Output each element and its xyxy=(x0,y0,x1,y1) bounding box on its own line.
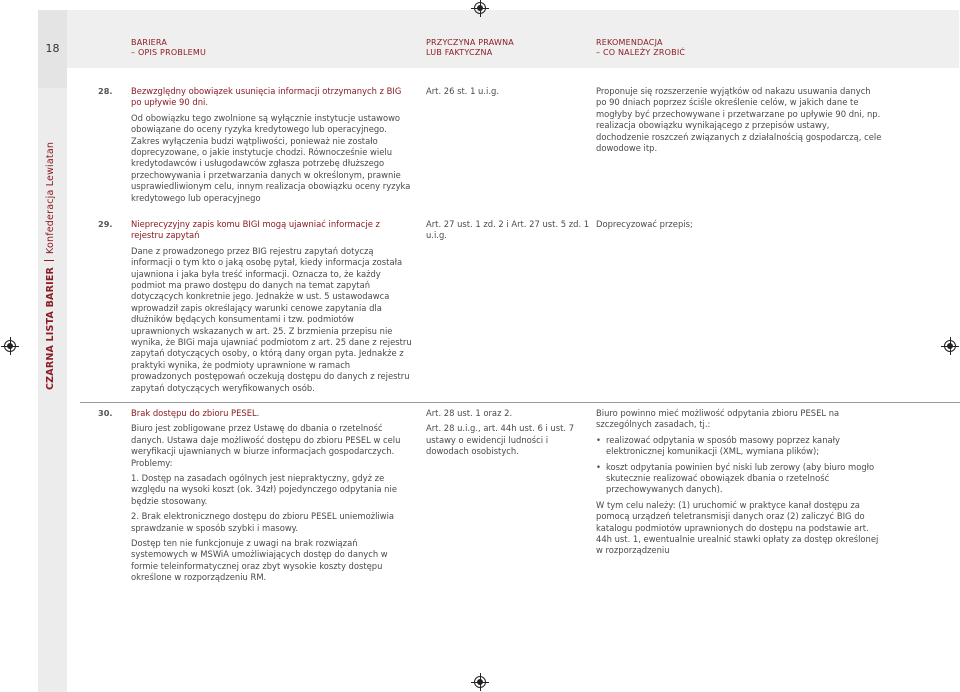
row-28-barrier xyxy=(131,86,413,208)
barrier-description-2: Dostęp ten nie funkcjonuje z uwagi na brak rozwiązań systemowych w MSWiA umożliwiających dostęp do danych w formie teleinformatycznej oraz zbyt wysokie koszty dostępu określone w rozporządzeniu RM. xyxy=(131,538,388,583)
header-cause xyxy=(426,38,514,58)
legal-cause: Art. 28 u.i.g., art. 44h ust. 6 i ust. 7 ustawy o ewidencji ludności i dowodach osobistych. xyxy=(426,423,575,457)
barrier-title: Brak dostępu do zbioru PESEL. xyxy=(131,408,260,418)
row-number: 30. xyxy=(98,408,113,418)
row-28-recommendation xyxy=(596,86,882,158)
row-30-barrier xyxy=(131,408,413,588)
side-title-left: CZARNA LISTA BARIER xyxy=(45,266,56,390)
list-item: • koszt odpytania powinien być niski lub zerowy (aby biuro mogło skutecznie realizować obowiązek dbania o rzetelność przechowywanych danych). xyxy=(596,462,882,496)
list-item: • realizować odpytania w sposób masowy poprzez kanały elektronicznej komunikacji (XML, wymiana plików); xyxy=(596,435,882,458)
page-number: 18 xyxy=(38,10,67,88)
recommendation-outro: W tym celu należy: (1) uruchomić w praktyce kanał dostępu za pomocą urządzeń teletransmisji danych oraz (2) zaliczyć BIG do katalogu podmiotów uprawnionych do dostępu na podstawie art. 44h ust. 1, ewentualnie urealnić stawki opłaty za dostęp określonej w rozporządzeniu xyxy=(596,499,879,556)
row-30-recommendation xyxy=(596,408,882,561)
header-cause-line2: LUB FAKTYCZNA xyxy=(426,48,493,57)
barrier-description: Od obowiązku tego zwolnione są wyłącznie instytucje ustawowo obowiązane do oceny ryzyka kredytowego lub operacyjnego. Zakres wyłączenia budzi wątpliwości, ponieważ nie zostało doprecyzowane, o jakie instytucje chodzi. Równocześnie wielu kredytodawców i usługodawców zgłasza potrzebę dłuższego przechowywania i przetwarzania danych w określonym, prawnie usprawiedliwionym celu, innym realizacja obowiązku oceny ryzyka kredytowego lub operacyjnego xyxy=(131,112,411,203)
row-29-barrier xyxy=(131,219,413,398)
registration-mark-icon xyxy=(474,676,486,688)
registration-mark-icon xyxy=(474,2,486,14)
registration-mark-icon xyxy=(944,340,956,352)
barrier-description: Biuro jest zobligowane przez Ustawę do dbania o rzetelność danych. Ustawa daje możliwość dostępu do zbioru PESEL w celu weryfikacji ujawnianych w biurze informacjach gospodarczych. Problemy: xyxy=(131,423,401,468)
header-barrier-line2: – OPIS PROBLEMU xyxy=(131,48,207,57)
recommendation-text: Proponuje się rozszerzenie wyjątków od nakazu usuwania danych po 90 dniach poprzez ściśle określenie celów, w jakich dane te mogłyby być przechowywane i przetwarzane po upływie 90 dni, np. realizacja obowiązku wynikającego z przepisów ustawy, dochodzenie roszczeń związanych z działalnością gospodarczą, cele dowodowe itp. xyxy=(596,86,882,154)
barrier-title: Bezwzględny obowiązek usunięcia informacji otrzymanych z BIG po upływie 90 dni. xyxy=(131,86,402,108)
legal-cause: Art. 27 ust. 1 zd. 2 i Art. 27 ust. 5 zd. 1 u.i.g. xyxy=(426,219,590,241)
registration-mark-icon xyxy=(4,340,16,352)
recommendation-text: Doprecyzować przepis; xyxy=(596,219,693,229)
side-title-right: Konfederacja Lewiatan xyxy=(45,141,56,254)
row-29-cause xyxy=(426,219,591,246)
header-barrier-line1: BARIERA xyxy=(131,38,168,47)
header-cause-line1: PRZYCZYNA PRAWNA xyxy=(426,38,514,47)
barrier-problem-1: 1. Dostęp na zasadach ogólnych jest niepraktyczny, gdyż ze względu na wysoki koszt (ok. 34zł) pojedynczego odpytania nie będzie stosowany. xyxy=(131,473,397,506)
legal-cause: Art. 28 ust. 1 oraz 2. xyxy=(426,408,513,418)
row-29-recommendation xyxy=(596,219,882,234)
barrier-problem-2: 2. Brak elektronicznego dostępu do zbioru PESEL uniemożliwia sprawdzanie w sposób szybki i masowy. xyxy=(131,511,395,533)
row-number: 28. xyxy=(98,86,113,96)
header-barrier xyxy=(131,38,206,58)
header-recommendation-line2: – CO NALEŻY ZROBIĆ xyxy=(596,48,686,57)
recommendation-intro: Biuro powinno mieć możliwość odpytania zbioru PESEL na szczególnych zasadach, tj.: xyxy=(596,408,840,430)
row-number: 29. xyxy=(98,219,113,229)
row-divider xyxy=(80,402,960,403)
row-28-cause xyxy=(426,86,591,101)
row-30-cause xyxy=(426,408,591,462)
header-recommendation-line1: REKOMENDACJA xyxy=(596,38,663,47)
barrier-description: Dane z prowadzonego przez BIG rejestru zapytań dotyczą informacji o tym kto o jaką osobę pytał, kiedy informacja została ujawniona i jaka była treść informacji. Oznacza to, że każdy podmiot ma prawo dostępu do danych na temat zapytań dotyczących konkretnie jego. Jednakże w ust. 5 ustawodawca wprowadził zapis określający warunki cenowe zapytania dla dłużników będących konsumentami i tzw. podmiotów uprawnionych wskazanych w art. 25. Z brzmienia przepisu nie wynika, że BIGi maja ujawniać podmiotom z art. 25 dane z rejestru zapytań dotyczących osoby, o którą dany organ pyta. Jednakże z praktyki wynika, że podmioty uprawnione w ramach prowadzonych postępowań oczekują dostępu do danych z rejestru zapytań dotyczących weryfikowanych osób. xyxy=(131,245,412,393)
header-recommendation xyxy=(596,38,685,58)
legal-cause: Art. 26 st. 1 u.i.g. xyxy=(426,86,499,96)
recommendation-list xyxy=(596,435,882,496)
barrier-title: Nieprecyzyjny zapis komu BIGI mogą ujawniać informacje z rejestru zapytań xyxy=(131,219,380,241)
